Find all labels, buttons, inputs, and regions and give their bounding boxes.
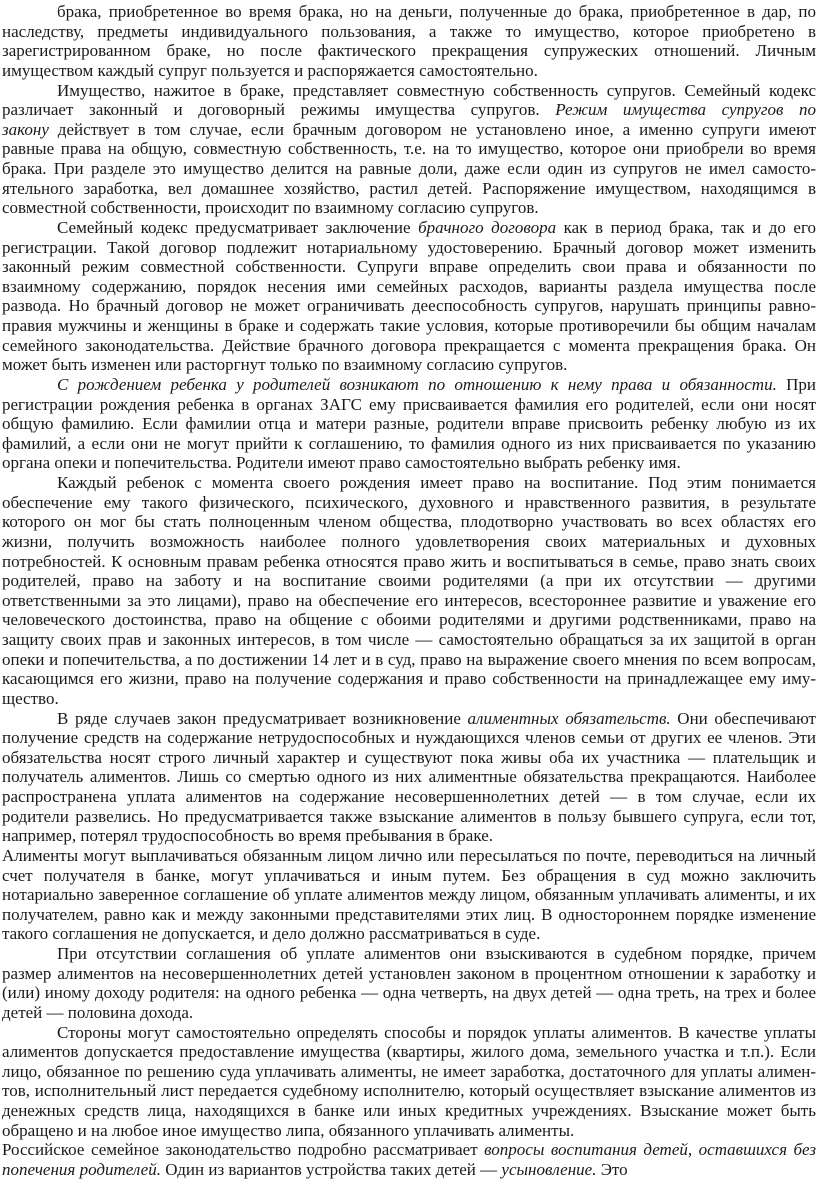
text-line	[2, 885, 816, 905]
text-line	[2, 944, 816, 964]
text-line	[2, 669, 816, 689]
text-line	[2, 493, 816, 513]
text-run: Каждый ребенок с момента своего рождения имеет право на воспитание. Под этим понимается	[57, 473, 816, 492]
text-run: различает законный и договорный режимы имущества супругов.	[2, 100, 556, 120]
text-run: получателем, равно как и между законными представителями этих лиц. В одностороннем порядке изменение	[2, 904, 816, 924]
text-line	[2, 866, 816, 886]
text-run: В ряде случаев закон предусматривает возникновение	[57, 708, 468, 728]
text-line	[2, 395, 816, 415]
text-run: обязательства носят строго личный характер и существуют пока живы оба их участника — плательщик и	[2, 747, 816, 767]
text-run: защиту своих прав и законных интересов, в том числе — самостоятельно обращаться за их защитой в орган	[2, 630, 816, 649]
text-run: При	[776, 374, 816, 394]
text-line	[2, 1081, 816, 1101]
text-line	[2, 1023, 816, 1043]
text-run: родителей, право на заботу и на воспитание своими родителями (а при их отсутствии — другими	[2, 571, 816, 591]
text-run: размер алиментов на несовершеннолетних детей установлен законом в процентном отношении к заработку и	[2, 963, 816, 983]
text-run: человеческого достоинства, право на общение с обоими родителями и другими родственниками, право на	[2, 610, 816, 630]
text-run: законный режим совместной собственности. Супруги вправе определить свои права и обязанности по	[2, 257, 816, 277]
text-run: как в период брака, так и до его	[556, 217, 816, 237]
text-run: жизни, получить возможность наиболее полного удовлетворения своих материальных и духовных	[2, 531, 816, 551]
text-line	[2, 453, 816, 473]
text-line	[2, 905, 816, 925]
paragraph	[2, 1140, 816, 1179]
text-run: например, потерял трудоспособность во время пребывания в браке.	[2, 826, 493, 846]
text-line	[2, 983, 816, 1003]
text-run: действует в том случае, если брачным договором не установлено иное, а именно супруги имеют	[48, 119, 816, 139]
text-line	[2, 473, 816, 493]
text-line	[2, 1140, 816, 1160]
paragraph	[2, 846, 816, 944]
text-run: равные права на общую, совместную собственность, т.е. на то имущество, которое они приобрели во время	[2, 139, 816, 159]
text-line	[2, 375, 816, 395]
text-run: распространена уплата алиментов на содержание несовершеннолетних детей — в том случае, если их	[2, 787, 816, 806]
text-run: общую фамилию. Если фамилии отца и матери разные, родители вправе присвоить ребенку любую из их	[2, 414, 816, 434]
text-line	[2, 434, 816, 454]
text-run: наследству, предметы индивидуального пользования, а также то имущество, которое приобретено в	[2, 21, 816, 41]
text-line	[2, 1003, 816, 1023]
text-line	[2, 1042, 816, 1062]
text-run: получатель алиментов. Лишь со смертью одного из них алиментные обязательства прекращаются. Наиболее	[2, 767, 816, 787]
italic-text: закону	[2, 119, 49, 139]
text-run: тов, исполнительный лист передается судебному исполнителю, который осуществляет взыскание алиментов из	[2, 1081, 816, 1101]
text-run: детей — половина дохода.	[2, 1002, 194, 1022]
text-line	[2, 748, 816, 768]
paragraph	[2, 944, 816, 1023]
text-run: родители развелись. Но предусматривается также взыскание алиментов в пользу бывшего супруга, если тот,	[2, 806, 816, 826]
text-line	[2, 591, 816, 611]
italic-text: попечения родителей.	[2, 1159, 161, 1179]
text-line	[2, 41, 816, 61]
text-line	[2, 316, 816, 336]
text-line	[2, 1121, 816, 1141]
text-line	[2, 787, 816, 807]
text-run: Один из вариантов устройства таких детей —	[160, 1159, 502, 1179]
text-line	[2, 2, 816, 22]
text-line	[2, 924, 816, 944]
italic-text: С рождением ребенка у родителей возникают по отношению к нему права и обязанности.	[57, 374, 777, 394]
paragraph	[2, 375, 816, 473]
text-run: органа опеки и попечительства. Родители имеют право самостоятельно выбрать ребенку имя.	[2, 453, 681, 473]
italic-text: Режим имущества супругов по	[555, 100, 816, 120]
text-run: Это	[596, 1159, 628, 1179]
text-run: может быть изменен или расторгнут только по взаимному согласию супругов.	[2, 355, 568, 375]
text-line	[2, 571, 816, 591]
text-run: Семейный кодекс предусматривает заключение	[57, 217, 419, 237]
italic-text: усыновление.	[501, 1159, 597, 1179]
text-line	[2, 552, 816, 572]
text-line	[2, 826, 816, 846]
text-line	[2, 336, 816, 356]
text-run: Алименты могут выплачиваться обязанным лицом лично или пересылаться по почте, переводиться на личный	[2, 845, 816, 865]
text-line	[2, 512, 816, 532]
text-run: такого соглашения не допускается, и дело должно рассматриваться в суде.	[2, 924, 541, 944]
text-line	[2, 277, 816, 297]
italic-text: алиментных обязательств.	[467, 708, 671, 728]
italic-text: вопросы воспитания детей, оставшихся без	[484, 1140, 816, 1160]
text-run: обращено и на любое иное имущество липа, обязанного уплачивать алименты.	[2, 1120, 575, 1140]
text-line	[2, 610, 816, 630]
text-line	[2, 532, 816, 552]
text-line	[2, 139, 816, 159]
text-run: обеспечение ему такого физического, психического, духовного и нравственного развития, в результате	[2, 492, 816, 512]
text-run: ятельного заработка, вел домашнее хозяйство, растил детей. Распоряжение имуществом, находящимся в	[2, 178, 816, 198]
text-line	[2, 296, 816, 316]
text-line	[2, 120, 816, 140]
text-run: (или) иному доходу родителя: на одного ребенка — одна четверть, на двух детей — одна треть, на трех и более	[2, 983, 816, 1003]
paragraph	[2, 81, 816, 218]
text-line	[2, 630, 816, 650]
text-run: лицо, обязанное по решению суда уплачивать алименты, не имеет заработка, достаточного для уплаты алимен-	[2, 1061, 816, 1081]
text-run: алиментов допускается предоставление имущества (квартиры, жилого дома, земельного участка и т.п.). Если	[2, 1042, 816, 1062]
text-run: щество.	[2, 688, 59, 708]
text-run: опеки и попечительства, а по достижении 14 лет и в суд, право на выражение своего мнения по всем вопросам,	[2, 649, 816, 669]
text-run: касающимся его жизни, право на получение содержания и право собственности на принадлежащее ему иму-	[2, 669, 816, 689]
text-run: развода. Но брачный договор не может ограничивать дееспособность супругов, нарушать принципы равно-	[2, 296, 816, 316]
text-line	[2, 159, 816, 179]
text-run: денежных средств лица, находящихся в банке или иных кредитных учреждениях. Взыскание может быть	[2, 1101, 816, 1120]
text-run: имуществом каждый супруг пользуется и распоряжается самостоятельно.	[2, 60, 538, 80]
text-line	[2, 1062, 816, 1082]
text-line	[2, 767, 816, 787]
text-run: Они обеспечивают	[670, 708, 816, 728]
text-run: совместной собственности, происходит по взаимному согласию супругов.	[2, 198, 539, 218]
text-run: Российское семейное законодательство подробно рассматривает	[2, 1140, 485, 1160]
paragraph	[2, 1023, 816, 1141]
paragraph	[2, 473, 816, 709]
text-line	[2, 1160, 816, 1180]
text-line	[2, 1101, 816, 1121]
text-run: получение средств на содержание нетрудоспособных и нуждающихся членов семьи от других ее членов. Эти	[2, 728, 816, 748]
paragraph	[2, 709, 816, 846]
text-run: нотариально заверенное соглашение об уплате алиментов между лицом, обязанным уплачивать алименты, и их	[2, 885, 816, 905]
text-run: семейного законодательства. Действие брачного договора прекращается с момента прекращения брака. Он	[2, 335, 816, 355]
text-line	[2, 709, 816, 729]
italic-text: брачного договора	[418, 217, 557, 237]
text-run: взаимному содержанию, порядок несения ими семейных расходов, варианты раздела имущества после	[2, 276, 816, 296]
text-line	[2, 355, 816, 375]
text-run: Стороны могут самостоятельно определять способы и порядок уплаты алиментов. В качестве уплаты	[57, 1022, 816, 1042]
text-run: фамилий, а если они не могут прийти к соглашению, то фамилия одного из них присваивается по указанию	[2, 433, 816, 453]
text-line	[2, 964, 816, 984]
document-page	[2, 2, 816, 1180]
text-line	[2, 81, 816, 101]
text-line	[2, 198, 816, 218]
text-run: потребностей. К основным правам ребенка относятся право жить и воспитываться в семье, право знать своих	[2, 551, 816, 571]
paragraph	[2, 2, 816, 81]
text-run: регистрации. Такой договор подлежит нотариальному удостоверению. Брачный договор может изменить	[2, 237, 816, 257]
text-run: счет получателя в банке, могут уплачиваться и иным путем. Без обращения в суд можно заключить	[2, 865, 816, 885]
text-run: ответственными за это лицами), право на обеспечение его интересов, всестороннее развитие и уважение его	[2, 590, 816, 610]
text-line	[2, 807, 816, 827]
text-line	[2, 650, 816, 670]
text-line	[2, 100, 816, 120]
text-line	[2, 689, 816, 709]
text-line	[2, 238, 816, 258]
text-line	[2, 257, 816, 277]
text-run: брака, приобретенное во время брака, но на деньги, полученные до брака, приобретенное в дар, по	[57, 2, 816, 21]
text-run: правия мужчины и женщины в браке и содержать такие условия, которые противоречили бы общим началам	[2, 316, 816, 335]
text-run: При отсутствии соглашения об уплате алиментов они взыскиваются в судебном порядке, причем	[57, 944, 816, 963]
text-run: регистрации рождения ребенка в органах ЗАГС ему присваивается фамилия его родителей, если они носят	[2, 394, 816, 414]
text-run: брака. При разделе это имущество делится на равные доли, даже если один из супругов не имел самосто-	[2, 159, 816, 178]
text-line	[2, 61, 816, 81]
text-run: которого он мог бы стать полноценным членом общества, плодотворно участвовать во всех областях его	[2, 512, 816, 532]
paragraph	[2, 218, 816, 375]
text-line	[2, 22, 816, 42]
text-line	[2, 846, 816, 866]
text-line	[2, 218, 816, 238]
text-line	[2, 728, 816, 748]
text-run: Имущество, нажитое в браке, представляет совместную собственность супругов. Семейный кодекс	[57, 80, 816, 100]
text-run: зарегистрированном браке, но после фактического прекращения супружеских отношений. Личным	[2, 41, 816, 61]
text-line	[2, 414, 816, 434]
text-line	[2, 179, 816, 199]
